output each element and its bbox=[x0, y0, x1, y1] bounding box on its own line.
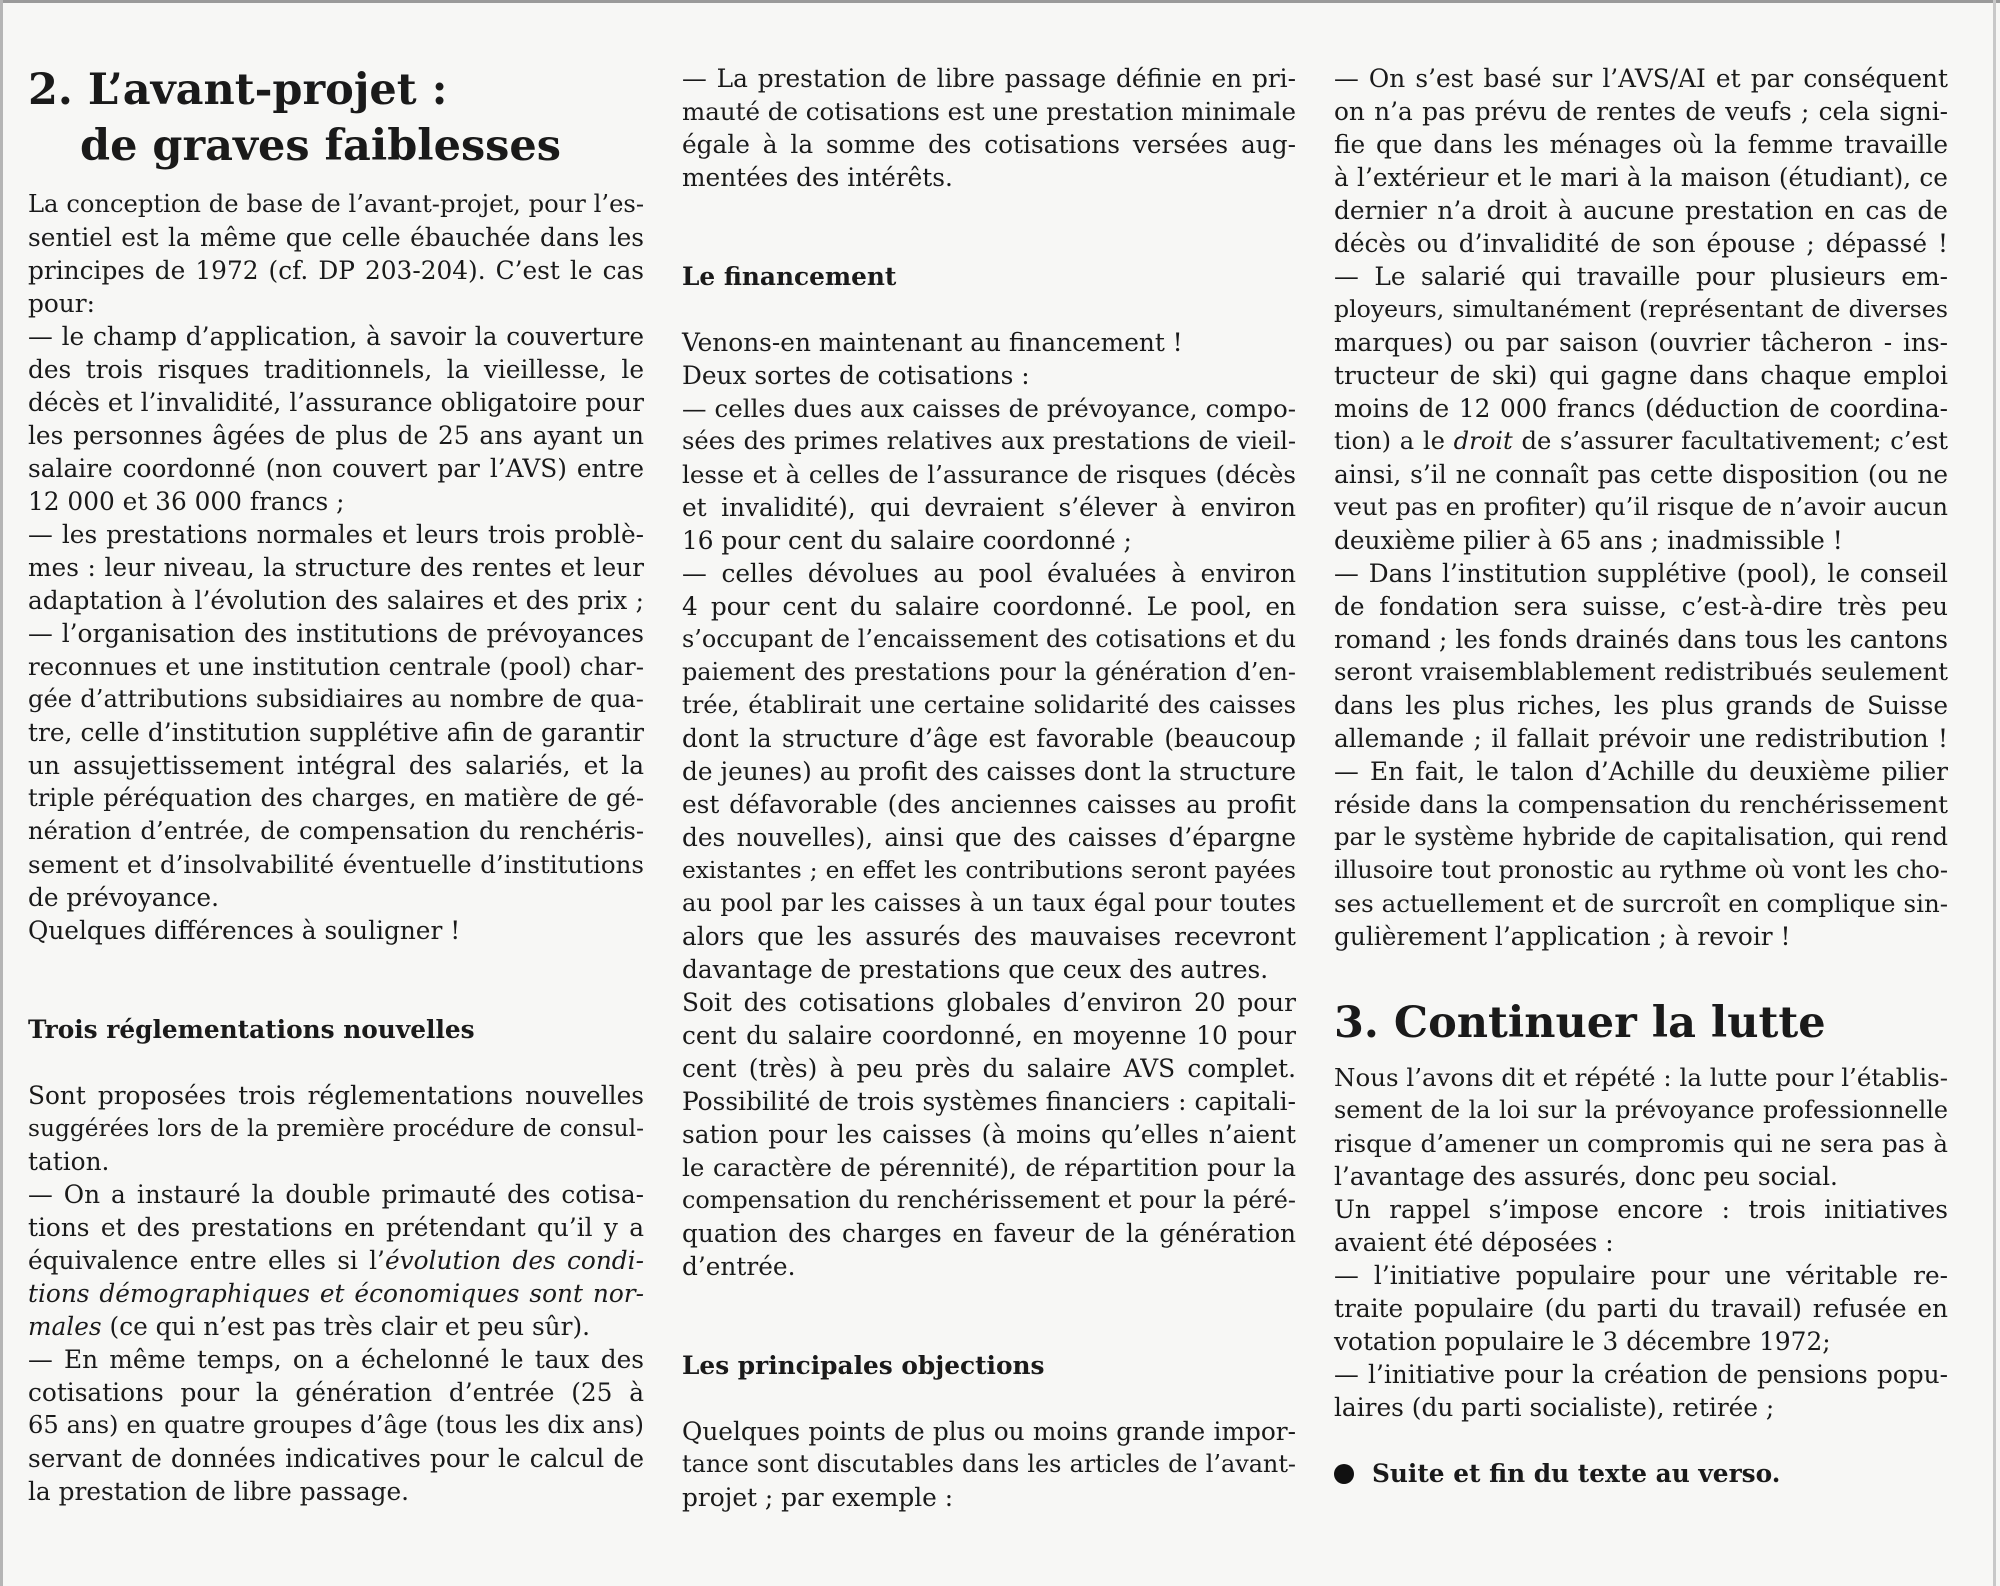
text-line: ployeurs, simultanément (représentant de diverses bbox=[1334, 295, 1948, 323]
text-line: reconnues et une institution centrale (pool) char- bbox=[28, 652, 644, 681]
text-line: ses actuellement et de surcroît en complique sin- bbox=[1334, 889, 1948, 918]
text-line: réside dans la compensation du renchérissement bbox=[1334, 790, 1948, 819]
text-run: de s’assurer facultativement; c’est bbox=[1512, 427, 1948, 455]
text-line: veut pas en profiter) qu’il risque de n’avoir aucun bbox=[1334, 493, 1948, 521]
text-line: Deux sortes de cotisations : bbox=[682, 361, 1030, 390]
paragraph-objections bbox=[682, 1415, 1296, 1514]
text-line: — On a instauré la double primauté des cotisa- bbox=[28, 1180, 644, 1209]
text-line: — celles dues aux caisses de prévoyance, compo- bbox=[682, 394, 1296, 423]
text-line: — l’organisation des institutions de prévoyances bbox=[28, 619, 644, 648]
text-line: quation des charges en faveur de la génération bbox=[682, 1219, 1296, 1248]
text-line: on n’a pas prévu de rentes de veufs ; cela signi- bbox=[1334, 97, 1948, 126]
text-line: — le champ d’application, à savoir la couverture bbox=[28, 322, 644, 351]
text-line: suggérées lors de la première procédure de consul- bbox=[28, 1115, 644, 1142]
text-line: paiement des prestations pour la génération d’en- bbox=[682, 658, 1296, 686]
right-edge-rule bbox=[1993, 0, 1996, 1586]
text-line: lesse et à celles de l’assurance de risques (décès bbox=[682, 460, 1296, 489]
text-line: — celles dévolues au pool évaluées à environ bbox=[682, 559, 1296, 588]
text-line: — En fait, le talon d’Achille du deuxième pilier bbox=[1334, 757, 1948, 786]
text-line: cent du salaire coordonné, en moyenne 10 pour bbox=[682, 1021, 1296, 1050]
text-line: des nouvelles), ainsi que des caisses d’épargne bbox=[682, 823, 1296, 852]
text-line: mes : leur niveau, la structure des rentes et leur bbox=[28, 553, 644, 582]
text-line bbox=[28, 1310, 644, 1343]
text-run: équivalence entre elles si l’ bbox=[28, 1246, 385, 1275]
text-line: dernier n’a droit à aucune prestation en cas de bbox=[1334, 196, 1948, 225]
text-line: Un rappel s’impose encore : trois initiatives bbox=[1334, 1195, 1948, 1224]
text-line: avaient été déposées : bbox=[1334, 1228, 1614, 1257]
text-line: triple péréquation des charges, en matière de gé- bbox=[28, 784, 644, 812]
column-2 bbox=[682, 62, 1296, 1514]
text-line: deuxième pilier à 65 ans ; inadmissible ! bbox=[1334, 526, 1843, 555]
text-line: des trois risques traditionnels, la vieillesse, le bbox=[28, 355, 644, 384]
text-line bbox=[28, 1277, 644, 1310]
text-line: d’entrée. bbox=[682, 1252, 796, 1281]
paragraph-objections-list bbox=[1334, 62, 1948, 953]
text-line: Quelques points de plus ou moins grande impor- bbox=[682, 1417, 1296, 1446]
text-line: servant de données indicatives pour le calcul de bbox=[28, 1444, 644, 1473]
text-line: 12 000 et 36 000 francs ; bbox=[28, 487, 345, 516]
text-line: dans les plus riches, les plus grands de Suisse bbox=[1334, 691, 1948, 720]
text-line: ainsi, s’il ne connaît pas cette disposition (ou ne bbox=[1334, 460, 1948, 489]
text-line: nération d’entrée, de compensation du renchéris- bbox=[28, 817, 644, 845]
text-line: votation populaire le 3 décembre 1972; bbox=[1334, 1327, 1831, 1356]
text-line: — l’initiative populaire pour une véritable re- bbox=[1334, 1261, 1948, 1290]
subheading-principales-objections: Les principales objections bbox=[682, 1351, 1045, 1380]
text-line: de prévoyance. bbox=[28, 883, 219, 912]
text-line: mentées des intérêts. bbox=[682, 163, 953, 192]
text-line: décès ou d’invalidité de son épouse ; dépassé ! bbox=[1334, 229, 1948, 258]
text-line: Soit des cotisations globales d’environ 20 pour bbox=[682, 988, 1296, 1017]
text-line: sentiel est la même que celle ébauchée dans les bbox=[28, 223, 644, 252]
text-line: existantes ; en effet les contributions seront payées bbox=[682, 857, 1296, 884]
italic-run: males bbox=[28, 1312, 102, 1341]
text-line: Sont proposées trois réglementations nouvelles bbox=[28, 1081, 644, 1110]
text-line: à l’extérieur et le mari à la maison (étudiant), ce bbox=[1334, 163, 1948, 192]
text-line: romand ; les fonds drainés dans tous les cantons bbox=[1334, 625, 1948, 654]
text-line: — Dans l’institution supplétive (pool), le conseil bbox=[1334, 559, 1948, 588]
text-line: le caractère de pérennité), de répartition pour la bbox=[682, 1153, 1296, 1182]
text-line: pour: bbox=[28, 289, 95, 318]
text-line: — La prestation de libre passage définie en pri- bbox=[682, 64, 1296, 93]
text-line: risque d’amener un compromis qui ne sera pas à bbox=[1334, 1129, 1948, 1158]
text-run: tion) a le bbox=[1334, 427, 1454, 455]
text-line: cent (très) à peu près du salaire AVS complet. bbox=[682, 1054, 1296, 1083]
text-line: un assujettissement intégral des salariés, et la bbox=[28, 751, 644, 780]
column-1 bbox=[28, 62, 644, 1508]
left-edge-rule bbox=[0, 0, 3, 1586]
text-line: tions et des prestations en prétendant qu’il y a bbox=[28, 1213, 644, 1242]
text-line: moins de 12 000 francs (déduction de coordina- bbox=[1334, 394, 1948, 423]
text-line: tructeur de ski) qui gagne dans chaque emploi bbox=[1334, 361, 1948, 390]
section-3-heading: 3. Continuer la lutte bbox=[1334, 998, 1826, 1048]
text-line: — les prestations normales et leurs trois problè- bbox=[28, 520, 644, 549]
text-line: est défavorable (des anciennes caisses au profit bbox=[682, 790, 1296, 819]
text-line: égale à la somme des cotisations versées aug- bbox=[682, 130, 1296, 159]
text-line: de fondation sera suisse, c’est-à-dire très peu bbox=[1334, 592, 1948, 621]
text-line: sation pour les caisses (à moins qu’elles n’aient bbox=[682, 1120, 1296, 1149]
bullet-dot-icon bbox=[1334, 1464, 1354, 1484]
text-line: la prestation de libre passage. bbox=[28, 1477, 410, 1506]
text-line: sées des primes relatives aux prestations de vieil- bbox=[682, 427, 1296, 455]
text-line: marques) ou par saison (ouvrier tâcheron - ins- bbox=[1334, 328, 1948, 357]
text-line: — l’initiative pour la création de pensions popu- bbox=[1334, 1360, 1948, 1389]
italic-run: tions démographiques et économiques sont nor- bbox=[28, 1279, 644, 1308]
footer-note-text: Suite et fin du texte au verso. bbox=[1372, 1459, 1781, 1488]
text-line: La conception de base de l’avant-projet, pour l’es- bbox=[28, 190, 644, 218]
top-edge-rule bbox=[0, 0, 2000, 3]
text-line: seront vraisemblablement redistribués seulement bbox=[1334, 658, 1948, 686]
text-line: cotisations pour la génération d’entrée (25 à bbox=[28, 1378, 644, 1407]
text-line: salaire coordonné (non couvert par l’AVS) entre bbox=[28, 454, 644, 483]
text-line: Venons-en maintenant au financement ! bbox=[682, 328, 1183, 357]
text-line: adaptation à l’évolution des salaires et des prix ; bbox=[28, 586, 644, 615]
text-line bbox=[28, 1244, 644, 1277]
text-run: (ce qui n’est pas très clair et peu sûr). bbox=[101, 1312, 591, 1341]
text-line bbox=[1334, 425, 1948, 458]
section-2-heading-line2: de graves faiblesses bbox=[80, 121, 561, 171]
text-line: gée d’attributions subsidiaires au nombre de qua- bbox=[28, 685, 644, 713]
text-line: sement et d’insolvabilité éventuelle d’institutions bbox=[28, 850, 644, 879]
text-line: laires (du parti socialiste), retirée ; bbox=[1334, 1393, 1775, 1422]
text-line: de jeunes) au profit des caisses dont la structure bbox=[682, 757, 1296, 786]
paragraph-continuer-la-lutte bbox=[1334, 1061, 1948, 1424]
text-line: allemande ; il fallait prévoir une redistribution ! bbox=[1334, 724, 1948, 753]
text-line: au pool par les caisses à un taux égal pour toutes bbox=[682, 889, 1296, 917]
italic-run: droit bbox=[1453, 427, 1513, 455]
text-line: 4 pour cent du salaire coordonné. Le pool, en bbox=[682, 592, 1296, 621]
paragraph-reglementations bbox=[28, 1079, 644, 1508]
text-line: fie que dans les ménages où la femme travaille bbox=[1334, 130, 1948, 159]
text-line: et invalidité), qui devraient s’élever à environ bbox=[682, 493, 1296, 522]
text-line: — On s’est basé sur l’AVS/AI et par conséquent bbox=[1334, 64, 1948, 93]
text-line: tre, celle d’institution supplétive afin de garantir bbox=[28, 718, 644, 747]
text-line: 65 ans) en quatre groupes d’âge (tous les dix ans) bbox=[28, 1411, 644, 1439]
italic-run: évolution des condi- bbox=[384, 1246, 644, 1275]
text-line: Nous l’avons dit et répété : la lutte pour l’établis- bbox=[1334, 1063, 1948, 1092]
continued-on-back-note bbox=[1334, 1457, 1948, 1490]
text-line: traite populaire (du parti du travail) refusée en bbox=[1334, 1294, 1948, 1323]
text-line: tance sont discutables dans les articles de l’avant- bbox=[682, 1450, 1296, 1478]
text-line: dont la structure d’âge est favorable (beaucoup bbox=[682, 724, 1296, 753]
text-line: mauté de cotisations est une prestation minimale bbox=[682, 97, 1296, 126]
subheading-financement: Le financement bbox=[682, 262, 897, 291]
text-line: 16 pour cent du salaire coordonné ; bbox=[682, 526, 1132, 555]
text-line: décès et l’invalidité, l’assurance obligatoire pour bbox=[28, 388, 644, 417]
paragraph-conception bbox=[28, 188, 644, 947]
text-line: les personnes âgées de plus de 25 ans ayant un bbox=[28, 421, 644, 450]
text-line: l’avantage des assurés, donc peu social. bbox=[1334, 1162, 1838, 1191]
subheading-trois-reglementations: Trois réglementations nouvelles bbox=[28, 1015, 475, 1044]
column-3 bbox=[1334, 62, 1948, 1490]
text-line: projet ; par exemple : bbox=[682, 1483, 954, 1512]
section-2-heading-line1: 2. L’avant-projet : bbox=[28, 65, 448, 115]
text-line: gulièrement l’application ; à revoir ! bbox=[1334, 922, 1791, 951]
text-line: — En même temps, on a échelonné le taux des bbox=[28, 1345, 644, 1374]
paragraph-financement bbox=[682, 326, 1296, 1283]
text-line: sement de la loi sur la prévoyance professionnelle bbox=[1334, 1096, 1948, 1124]
text-line: trée, établirait une certaine solidarité des caisses bbox=[682, 691, 1296, 719]
text-line: — Le salarié qui travaille pour plusieurs em- bbox=[1334, 262, 1948, 291]
text-line: compensation du renchérissement et pour la péré- bbox=[682, 1186, 1296, 1214]
text-line: s’occupant de l’encaissement des cotisations et du bbox=[682, 625, 1296, 653]
text-line: Quelques différences à souligner ! bbox=[28, 916, 461, 945]
text-line: tation. bbox=[28, 1147, 110, 1176]
text-line: principes de 1972 (cf. DP 203-204). C’est le cas bbox=[28, 256, 644, 285]
text-line: Possibilité de trois systèmes financiers : capitali- bbox=[682, 1087, 1296, 1116]
text-line: par le système hybride de capitalisation, qui rend bbox=[1334, 823, 1948, 851]
paragraph-libre-passage bbox=[682, 62, 1296, 194]
text-line: alors que les assurés des mauvaises recevront bbox=[682, 922, 1296, 951]
text-line: davantage de prestations que ceux des autres. bbox=[682, 955, 1269, 984]
text-line: illusoire tout pronostic au rythme où vont les cho- bbox=[1334, 856, 1948, 884]
